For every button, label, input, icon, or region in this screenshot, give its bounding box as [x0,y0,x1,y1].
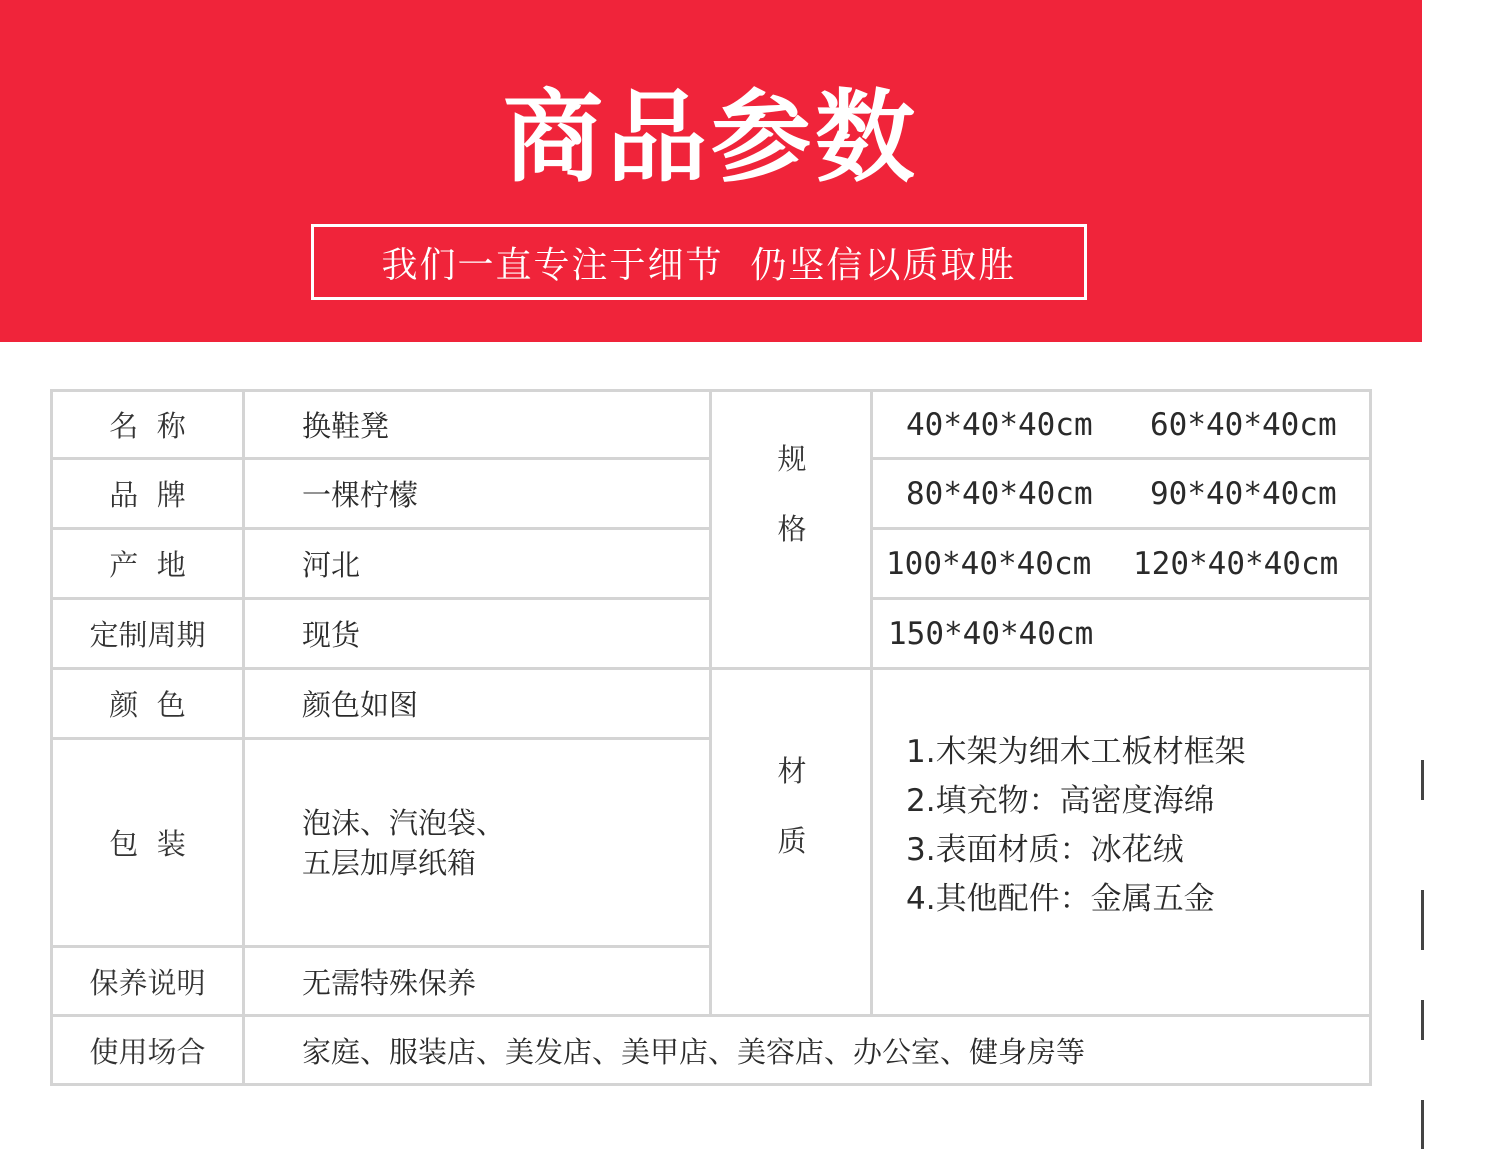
row-label-packaging: 包 装 [109,827,186,861]
size-value: 60*40*40cm [1150,406,1337,443]
row-value-origin: 河北 [302,548,361,582]
size-value: 150*40*40cm [888,615,1094,652]
size-value: 100*40*40cm [886,545,1092,582]
size-value: 80*40*40cm [906,475,1093,512]
row-value-lead-time: 现货 [302,618,361,652]
material-item: 2.填充物：高密度海绵 [906,783,1215,819]
material-item: 4.其他配件：金属五金 [906,881,1215,917]
spec-label-char: 格 [777,512,807,546]
row-label-color: 颜 色 [109,688,186,722]
material-item: 1.木架为细木工板材框架 [906,734,1246,770]
row-value-care: 无需特殊保养 [302,965,477,1000]
row-label-origin: 产 地 [109,548,186,582]
banner-title: 商品参数 [503,78,919,196]
packaging-line-2: 五层加厚纸箱 [302,845,477,880]
edge-mark [1421,890,1424,950]
material-label-char: 材 [777,754,807,788]
material-item: 3.表面材质：冰花绒 [906,832,1184,868]
material-list [906,728,1246,924]
material-label-char: 质 [777,824,807,858]
edge-mark [1421,1100,1424,1149]
size-value: 40*40*40cm [906,406,1093,443]
row-label-brand: 品 牌 [109,478,186,512]
edge-mark [1421,760,1424,800]
spec-label-char: 规 [777,442,807,476]
row-value-usage: 家庭、服装店、美发店、美甲店、美容店、办公室、健身房等 [302,1034,1086,1069]
row-value-brand: 一棵柠檬 [302,478,419,512]
edge-mark [1421,1000,1424,1040]
row-value-color: 颜色如图 [302,688,419,722]
size-value: 90*40*40cm [1150,475,1337,512]
row-label-lead-time: 定制周期 [89,618,206,652]
row-label-usage: 使用场合 [89,1034,206,1069]
material-label [712,736,872,876]
packaging-line-1: 泡沫、汽泡袋、 [302,805,506,840]
banner-slogan: 我们一直专注于细节 仍坚信以质取胜 [311,224,1087,300]
header-banner [0,0,1422,342]
row-value-name: 换鞋凳 [302,409,390,443]
row-value-packaging [245,740,709,945]
size-value: 120*40*40cm [1133,545,1339,582]
row-label-name: 名 称 [109,409,186,443]
row-label-care: 保养说明 [89,965,206,1000]
spec-label [712,424,872,564]
